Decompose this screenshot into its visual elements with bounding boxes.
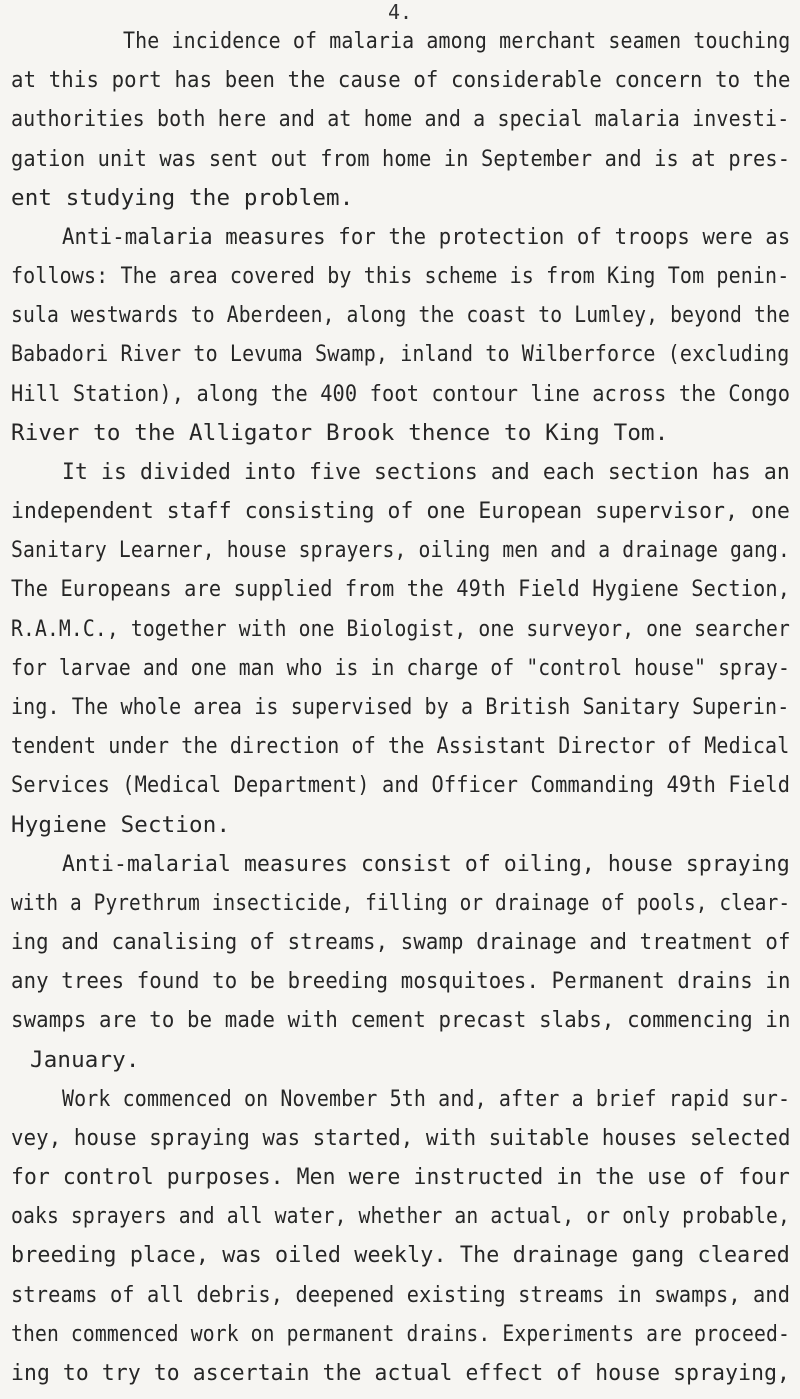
text-line-33: streams of all debris, deepened existing streams in swamps, and	[11, 1282, 791, 1308]
text-line-9: Babadori River to Levuma Swamp, inland to Wilberforce (excluding	[11, 341, 790, 367]
text-line-2: at this port has been the cause of considerable concern to the	[11, 67, 791, 93]
text-line-10: Hill Station), along the 400 foot contour line across the Congo	[11, 381, 791, 407]
text-line-28: Work commenced on November 5th and, after a brief rapid sur-	[62, 1086, 791, 1112]
text-line-16: R.A.M.C., together with one Biologist, one surveyor, one searcher	[11, 616, 790, 642]
text-line-21: Hygiene Section.	[11, 812, 231, 838]
text-line-1: The incidence of malaria among merchant seamen touching	[123, 28, 791, 54]
text-line-23: with a Pyrethrum insecticide, filling or drainage of pools, clear-	[11, 890, 791, 916]
text-line-32: breeding place, was oiled weekly. The drainage gang cleared	[11, 1242, 790, 1268]
text-line-24: ing and canalising of streams, swamp drainage and treatment of	[11, 929, 791, 955]
text-line-13: independent staff consisting of one European supervisor, one	[11, 498, 791, 524]
text-line-20: Services (Medical Department) and Officer Commanding 49th Field	[11, 772, 791, 798]
text-line-35: ing to try to ascertain the actual effect of house spraying,	[11, 1360, 791, 1386]
text-line-14: Sanitary Learner, house sprayers, oiling men and a drainage gang.	[11, 537, 790, 563]
text-line-12: It is divided into five sections and each section has an	[62, 459, 790, 485]
text-line-7: follows: The area covered by this scheme is from King Tom penin-	[11, 263, 790, 289]
text-line-11: River to the Alligator Brook thence to King Tom.	[11, 420, 669, 446]
text-line-6: Anti-malaria measures for the protection of troops were as	[62, 224, 791, 250]
text-line-22: Anti-malarial measures consist of oiling, house spraying	[62, 851, 790, 877]
text-line-29: vey, house spraying was started, with suitable houses selected	[11, 1125, 791, 1151]
text-line-8: sula westwards to Aberdeen, along the coast to Lumley, beyond the	[11, 302, 790, 328]
text-line-25: any trees found to be breeding mosquitoes. Permanent drains in	[11, 968, 791, 994]
text-line-3: authorities both here and at home and a special malaria investi-	[11, 106, 790, 132]
text-line-18: ing. The whole area is supervised by a British Sanitary Superin-	[11, 694, 790, 720]
page-number: 4.	[388, 0, 413, 24]
text-line-4: gation unit was sent out from home in September and is at pres-	[11, 146, 791, 172]
text-line-15: The Europeans are supplied from the 49th Field Hygiene Section,	[11, 576, 791, 602]
text-line-17: for larvae and one man who is in charge of "control house" spray-	[11, 655, 790, 681]
text-line-34: then commenced work on permanent drains. Experiments are proceed-	[11, 1321, 790, 1347]
text-line-26: swamps are to be made with cement precast slabs, commencing in	[11, 1007, 791, 1033]
text-line-27: January.	[30, 1047, 140, 1073]
text-line-19: tendent under the direction of the Assistant Director of Medical	[11, 733, 790, 759]
text-line-5: ent studying the problem.	[11, 185, 354, 211]
text-line-31: oaks sprayers and all water, whether an actual, or only probable,	[11, 1203, 790, 1229]
text-line-30: for control purposes. Men were instructed in the use of four	[11, 1164, 791, 1190]
